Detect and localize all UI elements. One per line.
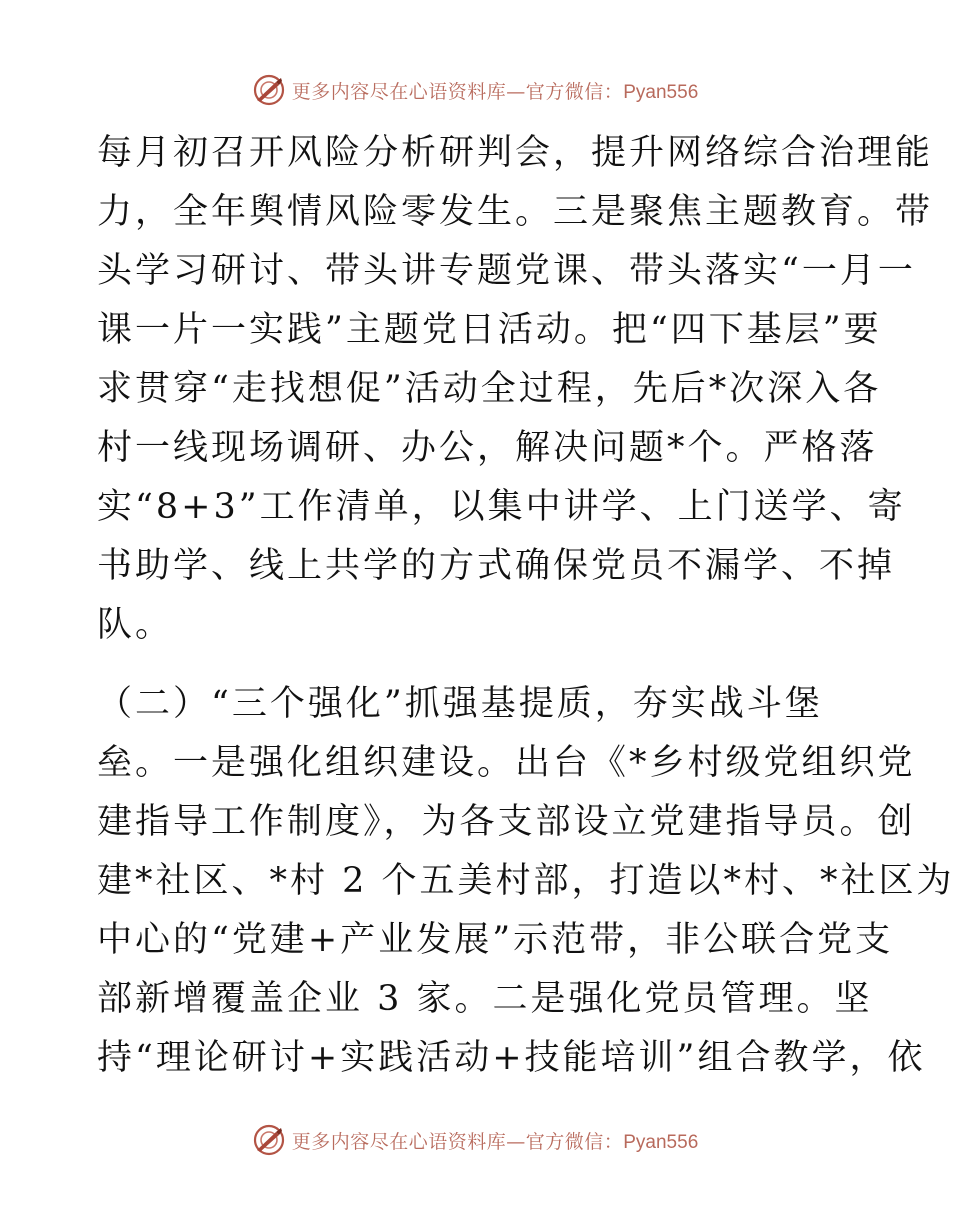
brand-logo-icon xyxy=(252,73,286,107)
text-line: 书助学、线上共学的方式确保党员不漏学、不掉 xyxy=(97,546,896,586)
text-line: 建*社区、*村 2 个五美村部，打造以*村、*社区为 xyxy=(97,861,955,901)
text-line: 实“8+3”工作清单，以集中讲学、上门送学、寄 xyxy=(97,487,906,527)
footer-banner-text: 更多内容尽在心语资料库—官方微信：Pyan556 xyxy=(291,1130,699,1153)
text-line: 求贯穿“走找想促”活动全过程，先后*次深入各 xyxy=(97,369,882,409)
text-line: 力，全年舆情风险零发生。三是聚焦主题教育。带 xyxy=(97,192,934,232)
paragraph-1 xyxy=(97,124,934,655)
text-line: 课一片一实践”主题党日活动。把“四下基层”要 xyxy=(97,310,882,350)
brand-logo-icon xyxy=(252,1123,286,1157)
paragraph-2 xyxy=(97,675,955,1088)
text-line: 村一线现场调研、办公，解决问题*个。严格落 xyxy=(97,428,878,468)
text-line: 建指导工作制度》，为各支部设立党建指导员。创 xyxy=(97,802,916,842)
header-watermark-banner xyxy=(0,70,950,110)
text-line: 头学习研讨、带头讲专题党课、带头落实“一月一 xyxy=(97,251,916,291)
header-banner-text: 更多内容尽在心语资料库—官方微信：Pyan556 xyxy=(291,80,699,103)
text-line: 队。 xyxy=(97,605,174,645)
text-line: 每月初召开风险分析研判会，提升网络综合治理能 xyxy=(97,133,934,173)
document-body xyxy=(97,124,955,1088)
paragraph-gap xyxy=(97,655,857,675)
text-line: 垒。一是强化组织建设。出台《*乡村级党组织党 xyxy=(97,743,916,783)
footer-watermark-banner xyxy=(0,1120,950,1160)
text-line: 中心的“党建+产业发展”示范带，非公联合党支 xyxy=(97,920,894,960)
text-line: 持“理论研讨+实践活动+技能培训”组合教学，依 xyxy=(97,1038,926,1078)
section-heading-line: （二）“三个强化”抓强基提质，夯实战斗堡 xyxy=(97,684,823,724)
text-line: 部新增覆盖企业 3 家。二是强化党员管理。坚 xyxy=(97,979,873,1019)
